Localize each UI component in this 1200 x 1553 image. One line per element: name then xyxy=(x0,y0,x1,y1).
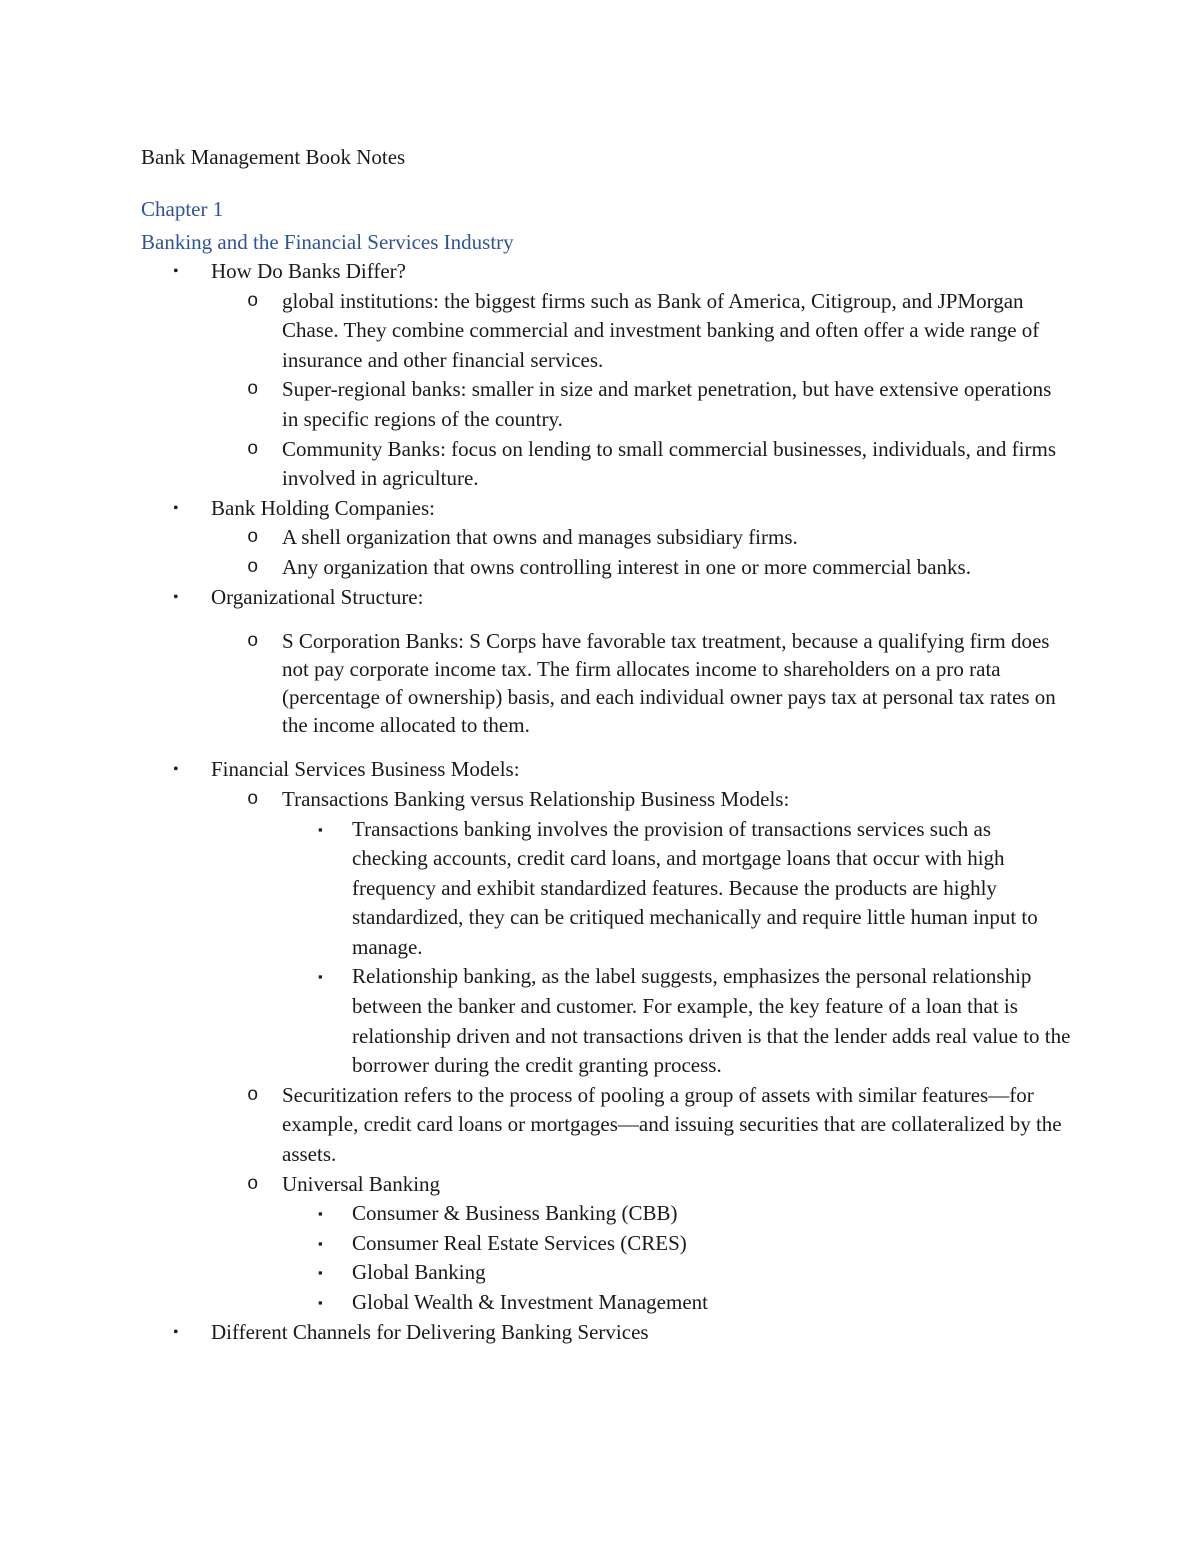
bullet-icon: o xyxy=(247,1083,259,1106)
list-item-text: Consumer & Business Banking (CBB) xyxy=(352,1201,678,1226)
bullet-icon: ▪ xyxy=(318,1295,323,1310)
list-item xyxy=(141,1258,1071,1288)
list-item-text: Transactions Banking versus Relationship Business Models: xyxy=(282,786,790,811)
chapter-subheading: Banking and the Financial Services Industry xyxy=(141,230,514,254)
bullet-icon: o xyxy=(247,1172,259,1195)
spacer xyxy=(141,739,1071,755)
list-item-text: Any organization that owns controlling interest in one or more commercial banks. xyxy=(282,554,971,579)
list-item xyxy=(141,375,1071,434)
bullet-icon: • xyxy=(173,588,179,606)
bullet-icon: • xyxy=(173,263,179,280)
list-item-text: Universal Banking xyxy=(282,1171,441,1196)
spacer xyxy=(141,612,1071,628)
list-item-text: Different Channels for Delivering Banking Services xyxy=(211,1319,649,1344)
list-item-text: A shell organization that owns and manages subsidiary firms. xyxy=(282,525,798,550)
bullet-icon: • xyxy=(173,1323,179,1341)
list-item xyxy=(141,1318,1071,1348)
list-item xyxy=(141,257,1071,287)
bullet-icon: ▪ xyxy=(318,1235,323,1251)
list-item xyxy=(141,1081,1071,1170)
list-item-text: Super-regional banks: smaller in size and market penetration, but have extensive operations in specific regions of the country. xyxy=(282,377,1052,431)
list-item-text: Bank Holding Companies: xyxy=(211,495,435,520)
bullet-icon: o xyxy=(247,378,259,401)
list-item-text: Relationship banking, as the label suggests, emphasizes the personal relationship between the banker and customer. For example, the key feature of a loan that is relationship driven and not transactions driven is that the lender adds real value to the borrower during the credit granting process. xyxy=(352,964,1071,1078)
list-item-text: Consumer Real Estate Services (CRES) xyxy=(352,1230,687,1255)
list-item xyxy=(141,435,1071,494)
bullet-icon: • xyxy=(173,499,179,517)
list-item-text: Transactions banking involves the provision of transactions services such as checking accounts, credit card loans, and mortgage loans that occur with high frequency and exhibit standardized features. Because the products are highly standardized, they can be critiqued mechanically and require little human input to manage. xyxy=(352,816,1038,959)
list-item xyxy=(141,287,1071,376)
list-item xyxy=(141,523,1071,553)
list-item-text: S Corporation Banks: S Corps have favorable tax treatment, because a qualifying firm does not pay corporate income tax. The firm allocates income to shareholders on a pro rata (percentage of ownership) basis, and each individual owner pays tax at personal tax rates on the income allocated to them. xyxy=(282,629,1056,737)
bullet-icon: ▪ xyxy=(318,1265,323,1281)
bullet-icon: o xyxy=(247,787,259,810)
bullet-icon: o xyxy=(247,630,259,653)
list-item xyxy=(141,1170,1071,1200)
list-item-text: Financial Services Business Models: xyxy=(211,757,520,782)
bullet-icon: o xyxy=(247,289,259,312)
list-item xyxy=(141,1229,1071,1259)
list-item-text: How Do Banks Differ? xyxy=(211,259,406,283)
bullet-icon: ▪ xyxy=(318,821,323,837)
bullet-icon: o xyxy=(247,555,259,578)
list-item xyxy=(141,553,1071,583)
list-item xyxy=(141,1288,1071,1318)
list-item xyxy=(141,1199,1071,1229)
list-item xyxy=(141,628,1071,739)
bullet-icon: ▪ xyxy=(318,1206,323,1222)
bullet-icon: o xyxy=(247,526,259,549)
list-item-text: Securitization refers to the process of pooling a group of assets with similar features—for example, credit card loans or mortgages—and issuing securities that are collateralized by the assets. xyxy=(282,1082,1062,1167)
list-item-text: global institutions: the biggest firms such as Bank of America, Citigroup, and JPMorgan Chase. They combine commercial and investment banking and often offer a wide range of insurance and other financial services. xyxy=(282,288,1040,372)
document-title: Bank Management Book Notes xyxy=(141,145,406,169)
chapter-heading: Chapter 1 xyxy=(141,197,224,221)
list-item xyxy=(141,962,1071,1080)
list-item-text: Organizational Structure: xyxy=(211,584,424,609)
list-item xyxy=(141,494,1071,524)
list-item-text: Community Banks: focus on lending to small commercial businesses, individuals, and firms involved in agriculture. xyxy=(282,436,1056,491)
list-item-text: Global Wealth & Investment Management xyxy=(352,1290,708,1314)
notes-content xyxy=(141,257,1071,1347)
list-item xyxy=(141,785,1071,815)
bullet-icon: ▪ xyxy=(318,969,323,985)
list-item xyxy=(141,815,1071,963)
list-item xyxy=(141,583,1071,613)
bullet-icon: • xyxy=(173,761,179,779)
bullet-icon: o xyxy=(247,437,259,460)
list-item xyxy=(141,755,1071,785)
list-item-text: Global Banking xyxy=(352,1260,486,1285)
